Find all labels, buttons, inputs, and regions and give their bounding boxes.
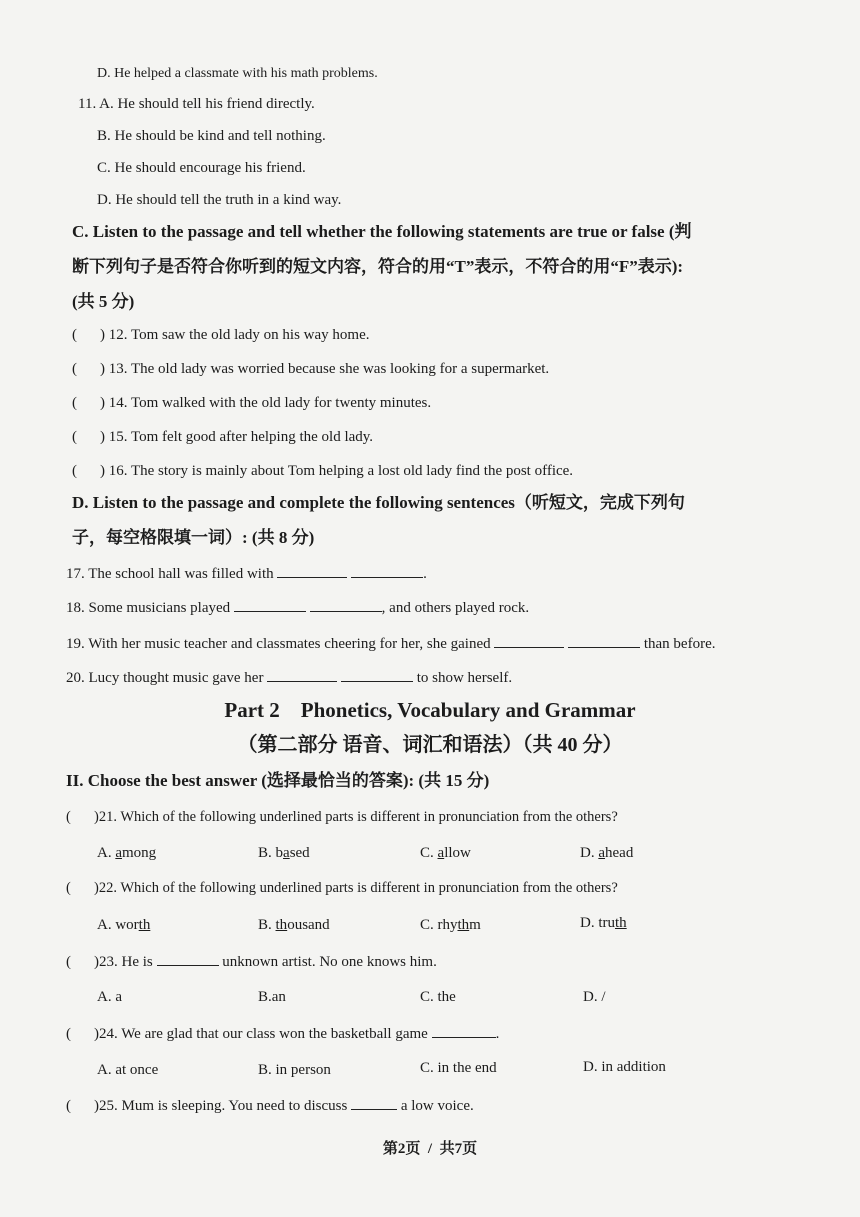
q21-option-d[interactable]: D. ahead [580, 845, 634, 861]
q23-blank[interactable] [157, 951, 219, 966]
q24-option-c[interactable]: C. in the end [420, 1060, 497, 1076]
q17-blank-2[interactable] [351, 563, 423, 578]
page-footer: 第2页 / 共7页 [382, 1141, 478, 1157]
q21-option-a[interactable]: A. among [97, 845, 157, 861]
q20: 20. Lucy thought music gave her to show herself. [66, 667, 512, 688]
q17: 17. The school hall was filled with . [66, 563, 427, 584]
q22-stem: ( )22. Which of the following underlined parts is different in pronunciation from the others? [66, 880, 618, 896]
q24-option-b[interactable]: B. in person [258, 1062, 331, 1078]
q22-option-b[interactable]: B. thousand [258, 917, 330, 933]
q23-option-a[interactable]: A. a [97, 989, 122, 1005]
section-c-heading-line1: C. Listen to the passage and tell whether the following statements are true or false (判 [72, 222, 692, 241]
q23-option-b[interactable]: B.an [258, 989, 286, 1005]
q24-stem: ( )24. We are glad that our class won the basketball game . [66, 1023, 499, 1044]
q22-option-c[interactable]: C. rhythm [420, 917, 481, 933]
q21-option-b[interactable]: B. based [258, 845, 310, 861]
q21-option-c[interactable]: C. allow [420, 845, 471, 861]
q20-blank-2[interactable] [341, 667, 413, 682]
q11-option-c: C. He should encourage his friend. [97, 160, 306, 176]
q11-option-a: 11. A. He should tell his friend directly. [78, 96, 315, 112]
statement-12: ( ) 12. Tom saw the old lady on his way home. [72, 327, 370, 343]
q24-blank[interactable] [432, 1023, 496, 1038]
q10-option-d: D. He helped a classmate with his math problems. [97, 66, 378, 81]
part2-title: Part 2 Phonetics, Vocabulary and Grammar [224, 698, 636, 722]
q21-stem: ( )21. Which of the following underlined parts is different in pronunciation from the others? [66, 809, 618, 825]
q23-stem: ( )23. He is unknown artist. No one knows him. [66, 951, 437, 972]
q22-option-a[interactable]: A. worth [97, 917, 151, 933]
section-c-heading-line2: 断下列句子是否符合你听到的短文内容，符合的用“T”表示，不符合的用“F”表示): [72, 257, 684, 276]
q18-blank-2[interactable] [310, 597, 382, 612]
q19-blank-1[interactable] [494, 633, 564, 648]
section-d-heading-line1: D. Listen to the passage and complete the following sentences（听短文，完成下列句 [72, 493, 685, 512]
q17-blank-1[interactable] [277, 563, 347, 578]
q23-option-c[interactable]: C. the [420, 989, 456, 1005]
q18: 18. Some musicians played , and others played rock. [66, 597, 529, 618]
statement-13: ( ) 13. The old lady was worried because she was looking for a supermarket. [72, 361, 550, 377]
statement-16: ( ) 16. The story is mainly about Tom helping a lost old lady find the post office. [72, 463, 574, 479]
section-d-heading-line2: 子，每空格限填一词）: (共 8 分) [72, 528, 315, 547]
q18-blank-1[interactable] [234, 597, 306, 612]
q19: 19. With her music teacher and classmates cheering for her, she gained than before. [66, 633, 716, 654]
statement-14: ( ) 14. Tom walked with the old lady for twenty minutes. [72, 395, 432, 411]
q19-blank-2[interactable] [568, 633, 640, 648]
q25-blank[interactable] [351, 1095, 397, 1110]
section-c-heading-line3: (共 5 分) [72, 292, 135, 311]
q24-option-a[interactable]: A. at once [97, 1062, 159, 1078]
q11-option-b: B. He should be kind and tell nothing. [97, 128, 326, 144]
q22-option-d[interactable]: D. truth [580, 915, 627, 931]
section-ii-heading: II. Choose the best answer (选择最恰当的答案): (共 15 分) [66, 771, 490, 790]
q23-option-d[interactable]: D. / [583, 989, 606, 1005]
q25-stem: ( )25. Mum is sleeping. You need to discuss a low voice. [66, 1095, 474, 1116]
part2-subtitle: （第二部分 语音、词汇和语法）（共 40 分） [237, 734, 623, 756]
q24-option-d[interactable]: D. in addition [583, 1059, 666, 1075]
q11-option-d: D. He should tell the truth in a kind way. [97, 192, 342, 208]
statement-15: ( ) 15. Tom felt good after helping the old lady. [72, 429, 374, 445]
q20-blank-1[interactable] [267, 667, 337, 682]
